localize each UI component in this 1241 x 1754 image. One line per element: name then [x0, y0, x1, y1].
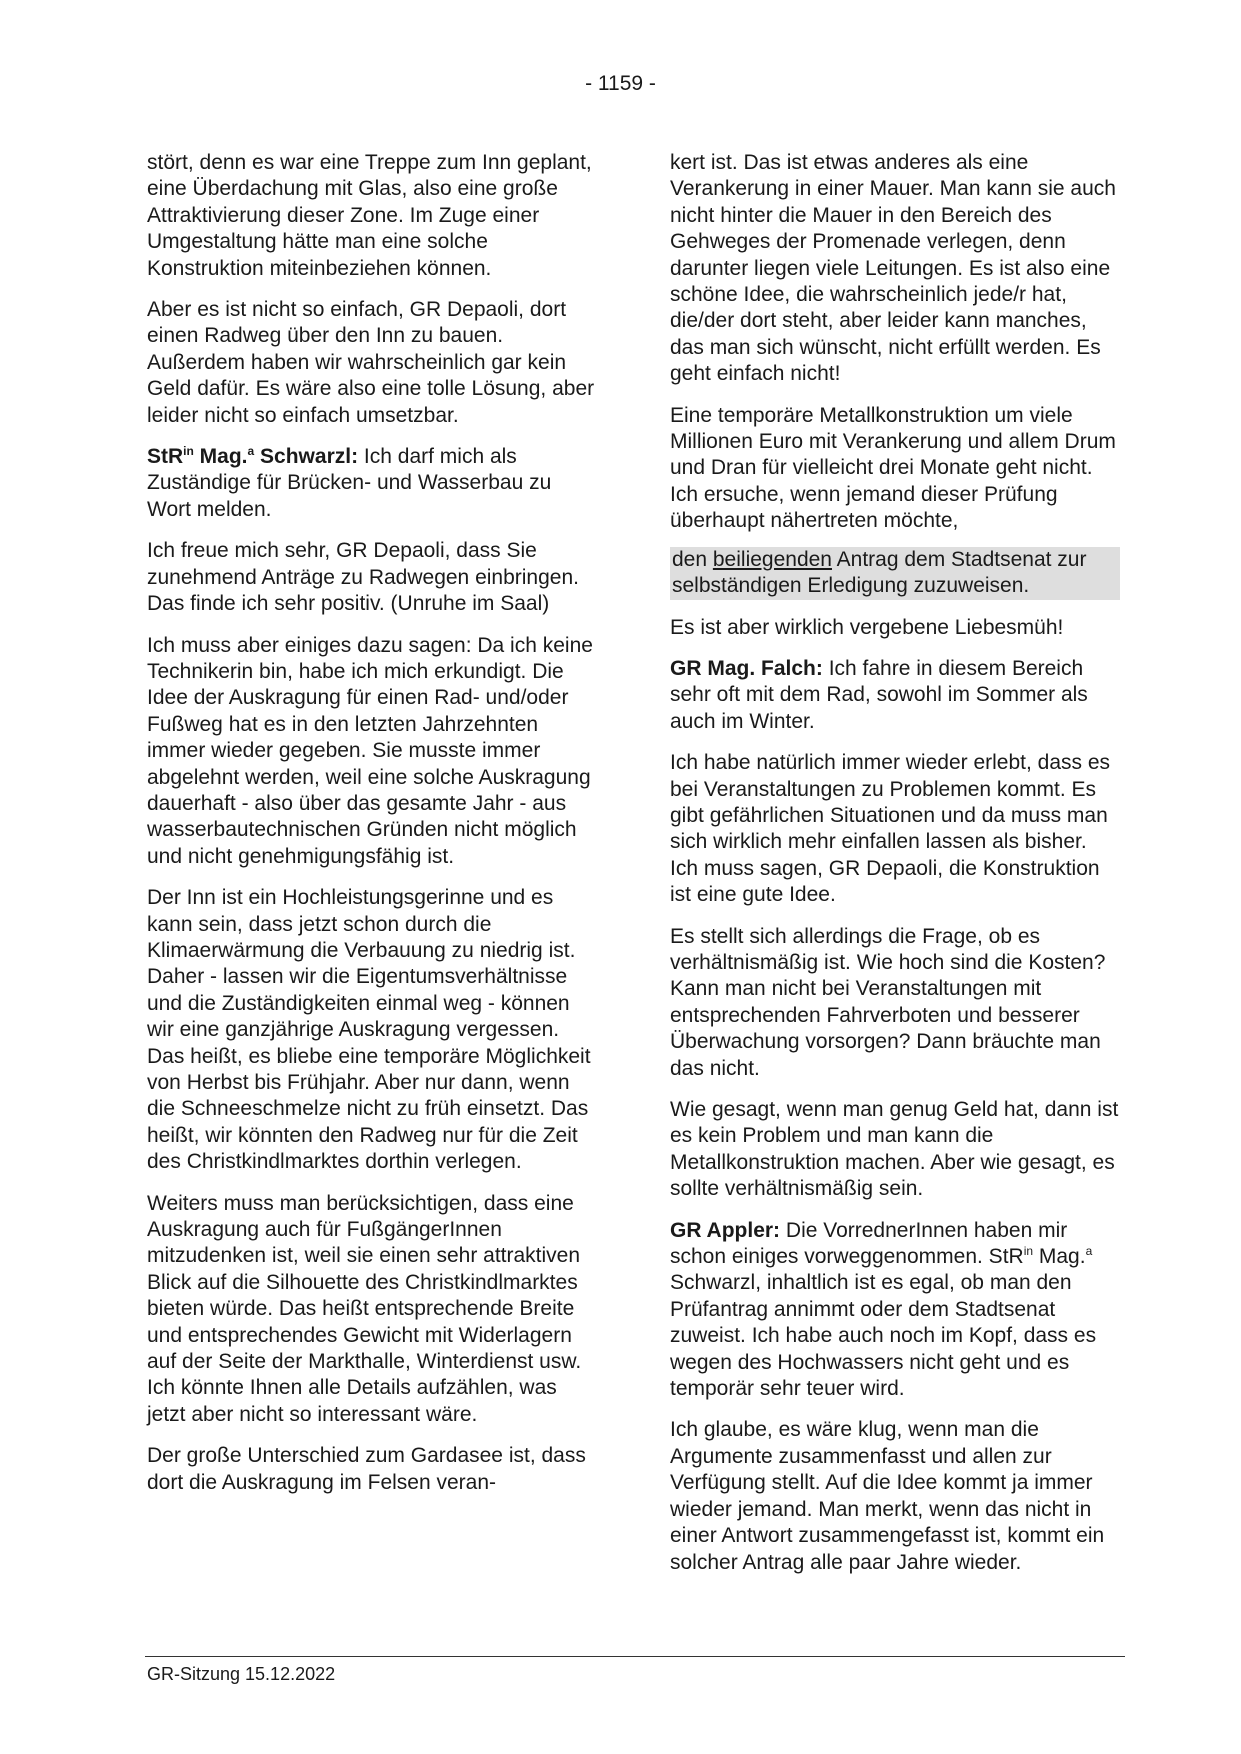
- paragraph: Eine temporäre Metallkonstruktion um viele Millionen Euro mit Verankerung und allem Drum und Dran für vielleicht drei Monate geht nicht. Ich ersuche, wenn jemand dieser Prüfung überhaupt nähertreten möchte,: [670, 403, 1116, 533]
- footer-divider: [145, 1656, 1125, 1657]
- paragraph: Weiters muss man berücksichtigen, dass eine Auskragung auch für FußgängerInnen mitzudenken ist, weil sie einen sehr attraktiven Blick auf die Silhouette des Christkindlmarktes bieten würde. Das heißt entsprechende Breite und entsprechendes Gewicht mit Widerlagern auf der Seite der Markthalle, Winterdienst usw. Ich könnte Ihnen alle Details aufzählen, was jetzt aber nicht so interessant wäre.: [147, 1191, 582, 1426]
- paragraph: Wie gesagt, wenn man genug Geld hat, dann ist es kein Problem und man kann die Metallkonstruktion machen. Aber wie gesagt, es sollte verhältnismäßig sein.: [670, 1098, 1119, 1201]
- right-column: [670, 150, 1120, 1591]
- footer-session: GR-Sitzung 15.12.2022: [147, 1664, 336, 1684]
- paragraph: kert ist. Das ist etwas anderes als eine Verankerung in einer Mauer. Man kann sie auch nicht hinter die Mauer in den Bereich des Gehweges der Promenade verlegen, denn darunter liegen viele Leitungen. Es ist also eine schöne Idee, die wahrscheinlich jede/r hat, die/der dort steht, aber leider kann manches, das man sich wünscht, nicht erfüllt werden. Es geht einfach nicht!: [670, 151, 1116, 386]
- speech-schwarzl: StR$^{in}$ Mag.$^a$ Schwarzl: Ich darf mich als Zuständige für Brücken- und Wasserbau zu Wort melden.: [147, 444, 552, 521]
- attachment-link[interactable]: beiliegenden: [712, 547, 832, 571]
- paragraph: stört, denn es war eine Treppe zum Inn geplant, eine Überdachung mit Glas, also eine große Attraktivierung dieser Zone. Im Zuge einer Umgestaltung hätte man eine solche Konstruktion miteinbeziehen können.: [147, 151, 592, 280]
- paragraph: Ich habe natürlich immer wieder erlebt, dass es bei Veranstaltungen zu Problemen kommt. Es gibt gefährlichen Situationen und da muss man sich wirklich mehr einfallen lassen als bisher. Ich muss sagen, GR Depaoli, die Konstruktion ist eine gute Idee.: [670, 751, 1111, 907]
- paragraph: Der große Unterschied zum Gardasee ist, dass dort die Auskragung im Felsen veran-: [147, 1444, 586, 1494]
- paragraph: Ich freue mich sehr, GR Depaoli, dass Sie zunehmend Anträge zu Radwegen einbringen. Das finde ich sehr positiv. (Unruhe im Saal): [147, 539, 579, 616]
- motion-highlight: den beiliegenden Antrag dem Stadtsenat zur selbständigen Erledigung zuzuweisen.: [670, 547, 1120, 600]
- speech-falch: GR Mag. Falch: Ich fahre in diesem Bereich sehr oft mit dem Rad, sowohl im Sommer als auch im Winter.: [670, 656, 1088, 733]
- speaker-name: StR$^{in}$ Mag.$^a$ Schwarzl:: [147, 444, 359, 469]
- speaker-name: GR Appler:: [670, 1218, 781, 1242]
- paragraph: Der Inn ist ein Hochleistungsgerinne und es kann sein, dass jetzt schon durch die Klimaerwärmung die Verbauung zu niedrig ist. Daher - lassen wir die Eigentumsverhältnisse und die Zuständigkeiten einmal weg - können wir eine ganzjährige Auskragung vergessen. Das heißt, es bliebe eine temporäre Möglichkeit von Herbst bis Frühjahr. Aber nur dann, wenn die Schneeschmelze nicht zu früh einsetzt. Das heißt, wir könnten den Radweg nur für die Zeit des Christkindlmarktes dorthin verlegen.: [147, 886, 591, 1174]
- speech-appler: GR Appler: Die VorrednerInnen haben mir schon einiges vorweggenommen. StR$^{in}$ Mag.$^a$ Schwarzl, inhaltlich ist es egal, ob man den Prüfantrag annimmt oder dem Stadtsenat zuweist. Ich habe auch noch im Kopf, dass es wegen des Hochwassers nicht geht und es temporär sehr teuer wird.: [670, 1218, 1097, 1401]
- paragraph: Es stellt sich allerdings die Frage, ob es verhältnismäßig ist. Wie hoch sind die Kosten? Kann man nicht bei Veranstaltungen mit entsprechenden Fahrverboten und besserer Überwachung vorsorgen? Dann bräuchte man das nicht.: [670, 924, 1106, 1080]
- paragraph: Ich muss aber einiges dazu sagen: Da ich keine Technikerin bin, habe ich mich erkundigt. Die Idee der Auskragung für einen Rad- und/oder Fußweg hat es in den letzten Jahrzehnten immer wieder gegeben. Sie musste immer abgelehnt werden, weil eine solche Auskragung dauerhaft - also über das gesamte Jahr - aus wasserbautechnischen Gründen nicht möglich und nicht genehmigungsfähig ist.: [147, 633, 593, 868]
- paragraph: Es ist aber wirklich vergebene Liebesmüh!: [670, 615, 1064, 639]
- page-number: - 1159 -: [585, 72, 656, 95]
- speaker-name: GR Mag. Falch:: [670, 656, 823, 680]
- left-column: [147, 150, 597, 1511]
- paragraph: Aber es ist nicht so einfach, GR Depaoli, dort einen Radweg über den Inn zu bauen. Außerdem haben wir wahrscheinlich gar kein Geld dafür. Es wäre also eine tolle Lösung, aber leider nicht so einfach umsetzbar.: [147, 298, 595, 427]
- paragraph: Ich glaube, es wäre klug, wenn man die Argumente zusammenfasst und allen zur Verfügung stellt. Auf die Idee kommt ja immer wieder jemand. Man merkt, wenn das nicht in einer Antwort zusammengefasst ist, kommt ein solcher Antrag alle paar Jahre wieder.: [670, 1418, 1105, 1574]
